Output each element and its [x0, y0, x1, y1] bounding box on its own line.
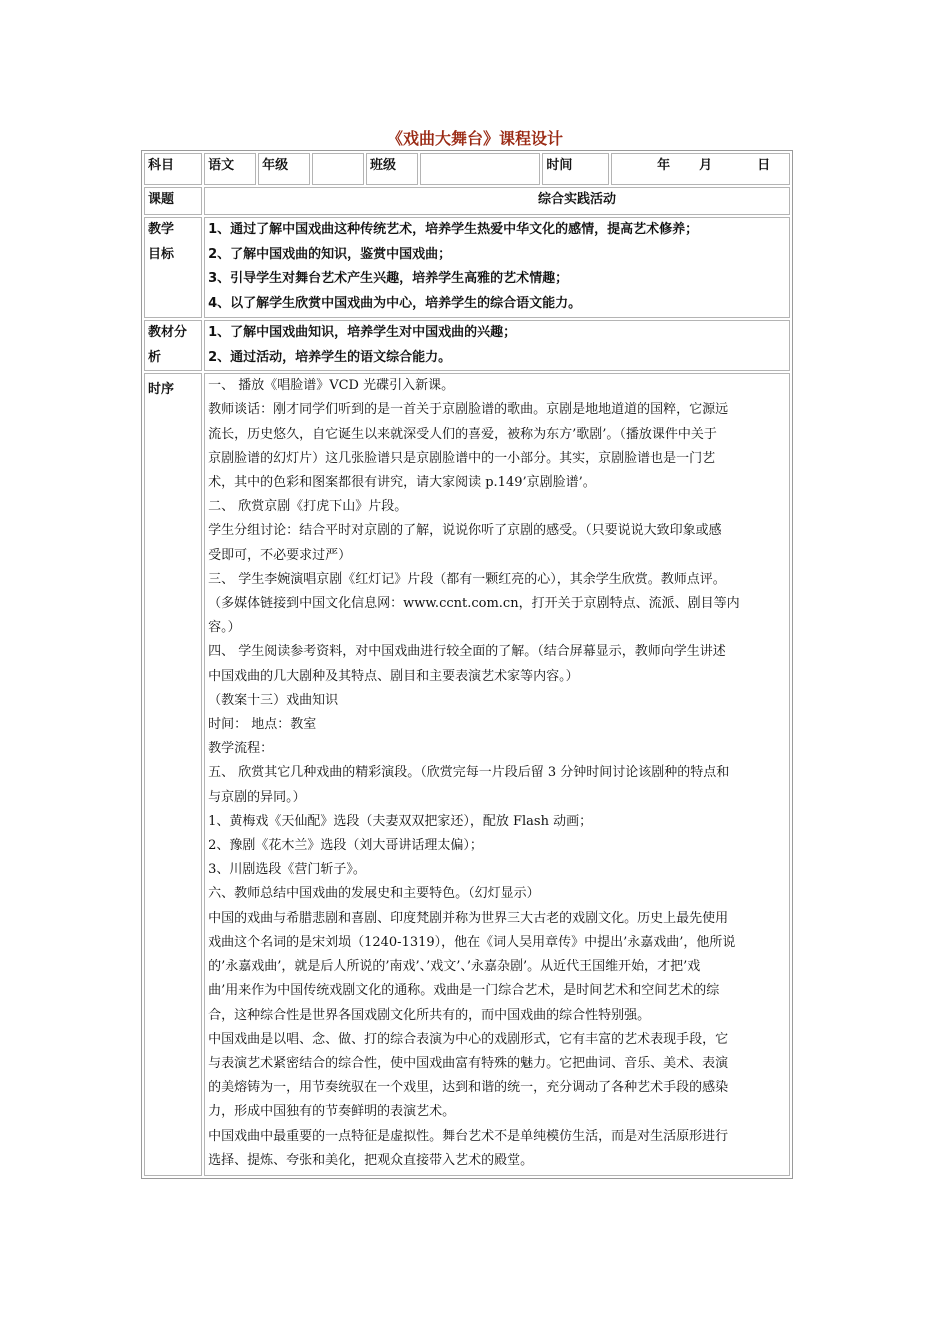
sequence-line: 时间： 地点：教室 [208, 717, 317, 733]
goals-label-line2: 目标 [148, 246, 175, 262]
goals-label-line1: 教学 [148, 222, 175, 237]
sequence-line: 与京剧的异同。） [208, 789, 306, 805]
topic-row [144, 187, 790, 215]
goals-label [144, 217, 202, 318]
sequence-line: 的’永嘉戏曲’，就是后人所说的’南戏’、’戏文’、’永嘉杂剧’。从近代王国维开始，才把’戏 [208, 959, 701, 975]
goal-item: 2、了解中国戏曲的知识，鉴赏中国戏曲； [208, 246, 452, 262]
goals-content [204, 217, 790, 318]
topic-value [204, 187, 790, 215]
goal-item: 1、通过了解中国戏曲这种传统艺术，培养学生热爱中华文化的感情，提高艺术修养； [208, 222, 699, 237]
sequence-line: 教师谈话：刚才同学们听到的是一首关于京剧脸谱的歌曲。京剧是地地道道的国粹，它源远 [208, 402, 729, 418]
analysis-item: 1、了解中国戏曲知识，培养学生对中国戏曲的兴趣； [208, 324, 517, 340]
sequence-line: （多媒体链接到中国文化信息网：www.ccnt.com.cn，打开关于京剧特点、流派、剧目等内 [208, 596, 740, 612]
sequence-row [144, 373, 790, 1176]
sequence-line: 学生分组讨论：结合平时对京剧的了解，说说你听了京剧的感受。（只要说说大致印象或感 [208, 523, 722, 539]
sequence-line: 中国戏曲中最重要的一点特征是虚拟性。舞台艺术不是单纯模仿生活，而是对生活原形进行 [208, 1128, 729, 1144]
sequence-line: 流长，历史悠久，自它诞生以来就深受人们的喜爱，被称为东方’歌剧’。（播放课件中关于 [208, 426, 717, 442]
sequence-line: 力，形成中国独有的节奏鲜明的表演艺术。 [208, 1104, 456, 1120]
sequence-line: 1、黄梅戏《天仙配》选段（夫妻双双把家还），配放 Flash 动画； [208, 813, 593, 829]
sequence-line: 戏曲这个名词的是宋刘埙（1240-1319），他在《词人吴用章传》中提出’永嘉戏曲’，他所说 [208, 934, 736, 950]
sequence-line: 的美熔铸为一，用节奏统驭在一个戏里，达到和谐的统一，充分调动了各种艺术手段的感染 [208, 1080, 729, 1096]
analysis-row [144, 320, 790, 371]
sequence-line: 六、教师总结中国戏曲的发展史和主要特色。（幻灯显示） [208, 886, 540, 902]
sequence-line: 中国的戏曲与希腊悲剧和喜剧、印度梵剧并称为世界三大古老的戏剧文化。历史上最先使用 [208, 910, 729, 926]
sequence-line: 四、 学生阅读参考资料，对中国戏曲进行较全面的了解。（结合屏幕显示，教师向学生讲述 [208, 644, 726, 660]
goals-row [144, 217, 790, 318]
analysis-content [204, 320, 790, 371]
sequence-line: 受即可，不必要求过严） [208, 547, 352, 563]
class-value [420, 153, 540, 185]
sequence-line: 二、 欣赏京剧《打虎下山》片段。 [208, 499, 408, 515]
sequence-line: 中国戏曲是以唱、念、做、打的综合表演为中心的戏剧形式，它有丰富的艺术表现手段，它 [208, 1031, 729, 1047]
sequence-line: 术，其中的色彩和图案都很有讲究，请大家阅读 p.149’京剧脸谱’。 [208, 475, 596, 491]
date-day: 日 [757, 158, 771, 173]
date-year: 年 [657, 158, 671, 173]
sequence-line: 京剧脸谱的幻灯片）这几张脸谱只是京剧脸谱中的一小部分。其实，京剧脸谱也是一门艺 [208, 450, 716, 466]
goal-item: 4、以了解学生欣赏中国戏曲为中心，培养学生的综合语文能力。 [208, 296, 582, 312]
lesson-plan-table [141, 150, 793, 1179]
grade-value [312, 153, 364, 185]
time-label: 时间 [542, 153, 608, 185]
date-month: 月 [699, 158, 713, 173]
topic-label: 课题 [144, 187, 202, 215]
sequence-line: 五、 欣赏其它几种戏曲的精彩演段。（欣赏完每一片段后留 3 分钟时间讨论该剧种的特点和 [208, 765, 730, 781]
subject-value: 语文 [204, 153, 256, 185]
date-cell [611, 153, 790, 185]
sequence-line: 教学流程： [208, 741, 274, 757]
sequence-label: 时序 [144, 373, 202, 1176]
sequence-line: 选择、提炼、夸张和美化，把观众直接带入艺术的殿堂。 [208, 1152, 534, 1168]
analysis-label: 教材分析 [144, 320, 202, 371]
sequence-line: 合，这种综合性是世界各国戏剧文化所共有的，而中国戏曲的综合性特别强。 [208, 1007, 651, 1023]
topic-text: 综合实践活动 [538, 192, 617, 207]
sequence-line: 一、 播放《唱脸谱》VCD 光碟引入新课。 [208, 378, 455, 394]
sequence-line: 中国戏曲的几大剧种及其特点、剧目和主要表演艺术家等内容。） [208, 668, 579, 684]
sequence-line: 与表演艺术紧密结合的综合性，使中国戏曲富有特殊的魅力。它把曲词、音乐、美术、表演 [208, 1055, 729, 1071]
sequence-line: 三、 学生李婉演唱京剧《红灯记》片段（都有一颗红亮的心），其余学生欣赏。教师点评。 [208, 571, 726, 587]
class-label: 班级 [366, 153, 418, 185]
sequence-content [204, 373, 790, 1176]
sequence-line: 曲’用来作为中国传统戏剧文化的通称。戏曲是一门综合艺术，是时间艺术和空间艺术的综 [208, 983, 720, 999]
header-row [144, 153, 790, 185]
sequence-line: 2、豫剧《花木兰》选段（刘大哥讲话理太偏）； [208, 838, 483, 854]
analysis-item: 2、通过活动，培养学生的语文综合能力。 [208, 349, 452, 365]
subject-label: 科目 [144, 153, 202, 185]
document-title: 《戏曲大舞台》课程设计 [386, 129, 563, 148]
sequence-line: 3、川剧选段《营门斩子》。 [208, 862, 366, 878]
sequence-line: 容。） [208, 620, 241, 636]
sequence-line: （教案十三）戏曲知识 [208, 692, 339, 708]
goal-item: 3、引导学生对舞台艺术产生兴趣，培养学生高雅的艺术情趣； [208, 271, 569, 287]
grade-label: 年级 [258, 153, 310, 185]
